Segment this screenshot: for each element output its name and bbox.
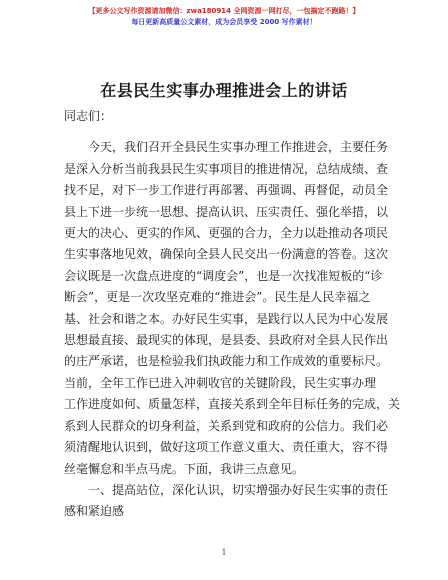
- section-heading: [64, 480, 394, 523]
- page-number: 1: [221, 548, 227, 557]
- document-body: [64, 106, 401, 523]
- text-line: 须清醒地认识到，做好这项工作意义重大、责任重大，容不得: [64, 440, 389, 455]
- text-line: 的庄严承诺，也是检验我们执政能力和工作成效的重要标尺。: [64, 354, 389, 369]
- text-line: 会议既是一次盘点进度的“调度会”，也是一次找准短板的“诊: [64, 268, 383, 283]
- text-line: 找不足，对下一步工作进行再部署、再强调、再督促，动员全: [64, 183, 389, 198]
- text-line: 工作进度如何、质量怎样，直接关系到全年目标任务的完成，关: [64, 397, 401, 412]
- text-line: 今天，我们召开全县民生实事办理工作推进会，主要任务: [88, 140, 389, 155]
- salutation: 同志们：: [64, 109, 113, 123]
- document-title: 在县民生实事办理推进会上的讲话: [100, 81, 348, 100]
- promo-line-2: 每日更新高质量公文素材，成为会员享受 2000 写作素材！: [131, 18, 317, 26]
- text-line: 断会”，更是一次攻坚克难的“推进会”。民生是人民幸福之: [64, 290, 371, 305]
- text-line: 更大的决心、更实的作风、更强的合力，全力以赴推动各项民: [64, 226, 389, 241]
- promo-line-1: 【更多公文写作资源请加微信：zwa180914 全网资源一网打尽，一包搞定不跑路！】: [88, 7, 360, 15]
- promo-banner: [0, 6, 448, 28]
- text-line: 丝毫懈怠和半点马虎。下面，我讲三点意见。: [64, 461, 305, 476]
- text-line: 基、社会和谐之本。办好民生实事，是践行以人民为中心发展: [64, 311, 389, 326]
- text-line: 是深入分析当前我县民生实事项目的推进情况，总结成绩、查: [64, 161, 389, 176]
- text-line: 当前，全年工作已进入冲刺收官的关键阶段，民生实事办理: [64, 375, 377, 390]
- text-line: 系到人民群众的切身利益，关系到党和政府的公信力。我们必: [64, 418, 389, 433]
- text-line: 思想最直接、最现实的体现，是县委、县政府对全县人民作出: [64, 333, 389, 348]
- text-line: 感和紧迫感: [64, 504, 125, 519]
- text-line: 一、提高站位，深化认识，切实增强办好民生实事的责任: [88, 482, 389, 497]
- paragraph: [64, 137, 401, 480]
- text-line: 县上下进一步统一思想、提高认识、压实责任、强化举措，以: [64, 204, 389, 219]
- text-line: 生实事落地见效，确保向全县人民交出一份满意的答卷。这次: [64, 247, 389, 262]
